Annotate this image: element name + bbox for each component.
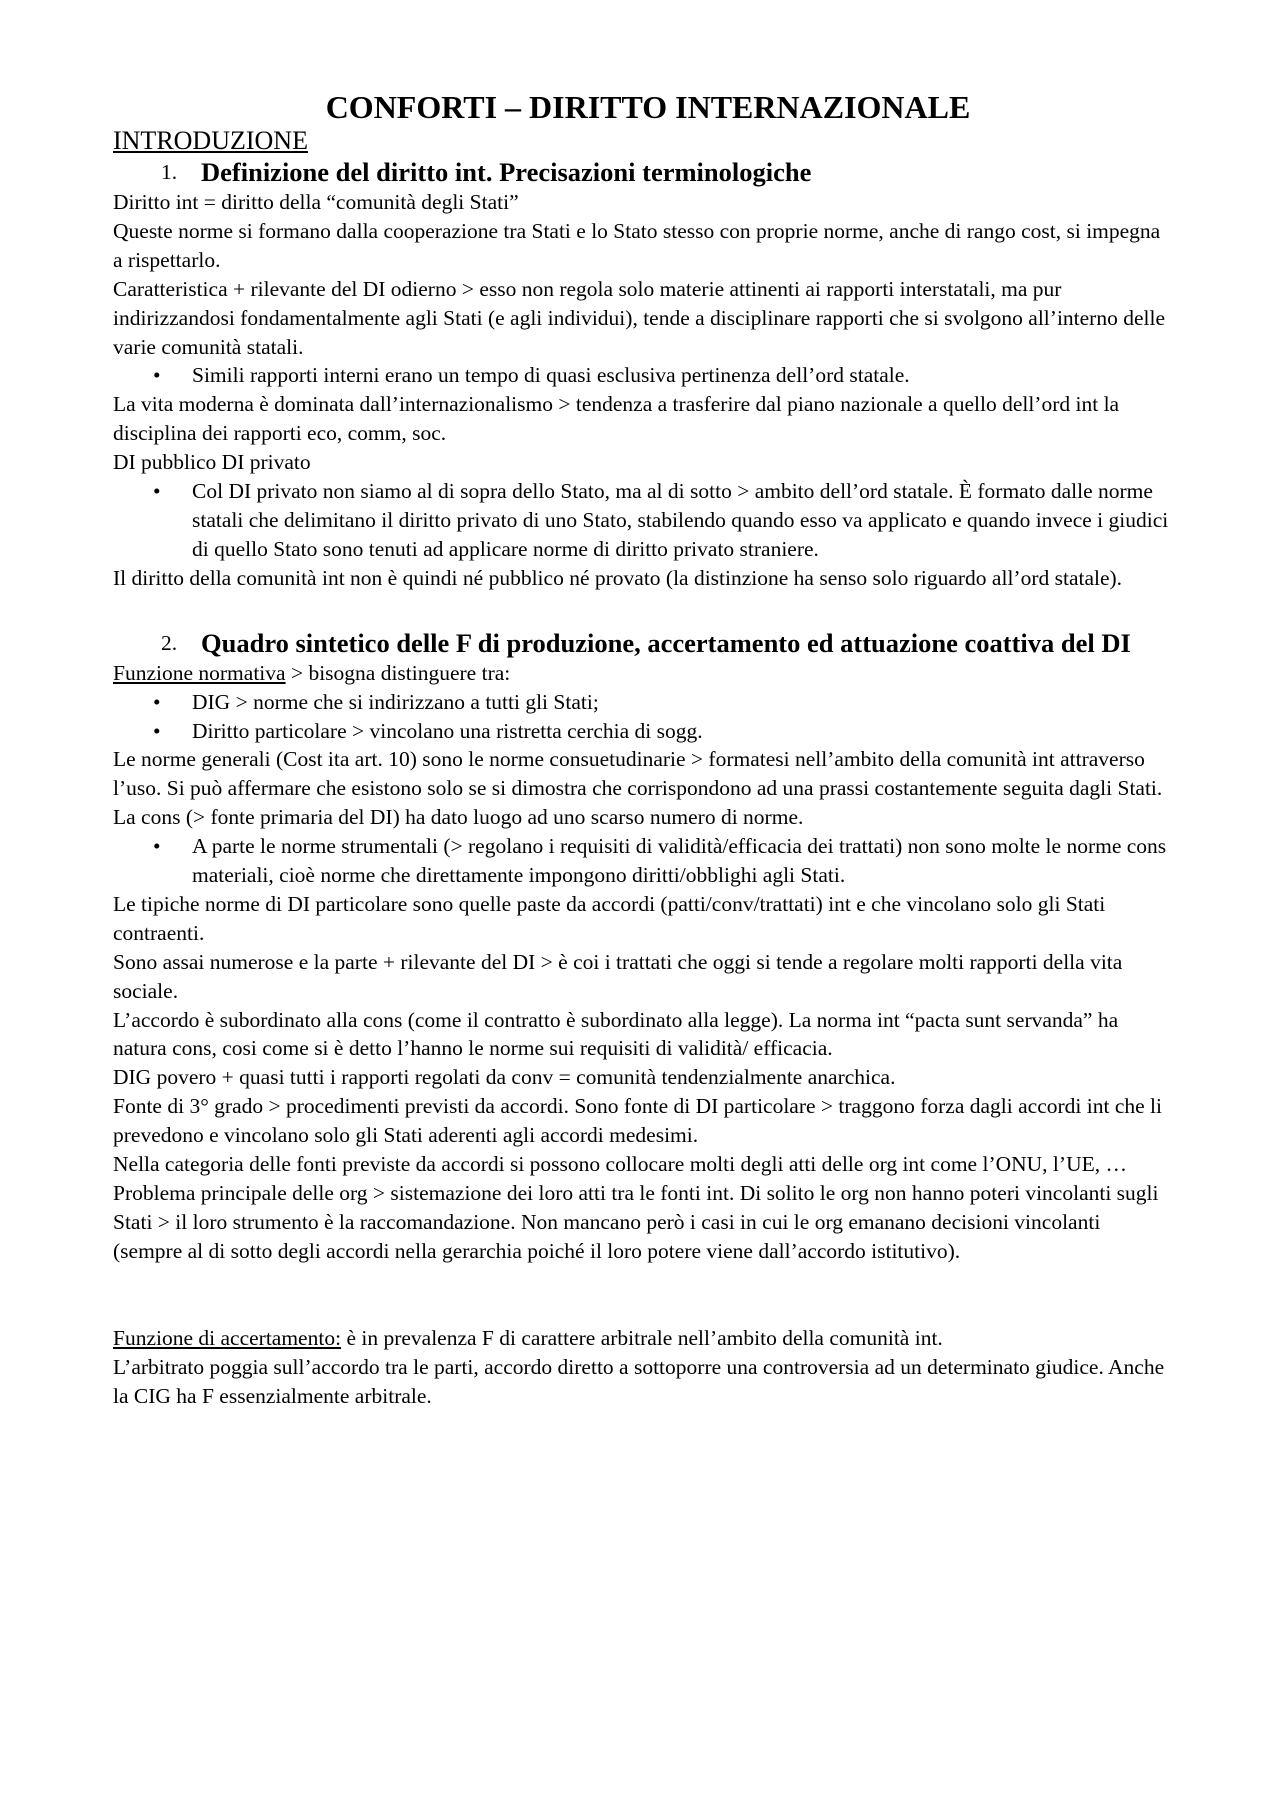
bullet-text: A parte le norme strumentali (> regolano i requisiti di validità/efficacia dei trattati) non sono molte le norme cons materiali, cioè norme che direttamente impongono diritti/obblighi agli Stati. <box>192 834 1167 888</box>
paragraph: La vita moderna è dominata dall’internazionalismo > tendenza a trasferire dal piano nazionale a quello dell’ord int la disciplina dei rapporti eco, comm, soc. <box>113 392 1120 446</box>
bullet-item <box>113 477 1173 564</box>
paragraph: La cons (> fonte primaria del DI) ha dato luogo ad uno scarso numero di norme. <box>113 805 804 830</box>
paragraph: Caratteristica + rilevante del DI odierno > esso non regola solo materie attinenti ai rapporti interstatali, ma pur indirizzandosi fondamentalmente agli Stati (e agli individui), tende a disciplinare rapporti che si svolgono all’interno delle varie comunità statali. <box>113 276 1165 359</box>
bullet-item <box>113 717 1173 746</box>
bullet-text: Col DI privato non siamo al di sopra dello Stato, ma al di sotto > ambito dell’ord statale. È formato dalle norme statali che delimitano il diritto privato di uno Stato, stabilendo quando esso va applicato e quando invece i giudici di quello Stato sono tenuti ad applicare norme di diritto privato straniere. <box>192 479 1169 561</box>
heading-2 <box>113 627 1173 659</box>
blank-space <box>113 1266 1173 1324</box>
heading-1-text: Definizione del diritto int. Precisazioni terminologiche <box>201 157 812 187</box>
paragraph: Sono assai numerose e la parte + rilevante del DI > è coi i trattati che oggi si tende a regolare molti rapporti della vita sociale. <box>113 949 1123 1003</box>
bullet-icon: • <box>153 718 161 743</box>
bullet-item <box>113 361 1173 390</box>
paragraph: Queste norme si formano dalla cooperazione tra Stati e lo Stato stesso con proprie norme, anche di rango cost, si impegna a rispettarlo. <box>113 218 1161 272</box>
paragraph: Fonte di 3° grado > procedimenti previsti da accordi. Sono fonte di DI particolare > traggono forza dagli accordi int che li prevedono e vincolano solo gli Stati aderenti agli accordi medesimi. <box>113 1094 1162 1148</box>
paragraph: Le tipiche norme di DI particolare sono quelle paste da accordi (patti/conv/trattati) int e che vincolano solo gli Stati contraenti. <box>113 891 1106 945</box>
bullet-icon: • <box>153 834 161 859</box>
paragraph: Problema principale delle org > sistemazione dei loro atti tra le fonti int. Di solito le org non hanno poteri vincolanti sugli Stati > il loro strumento è la raccomandazione. Non mancano però i casi in cui le org emanano decisioni vincolanti (sempre al di sotto degli accordi nella gerarchia poiché il loro potere viene dall’accordo istitutivo). <box>113 1181 1159 1263</box>
paragraph: Nella categoria delle fonti previste da accordi si possono collocare molti degli atti delle org int come l’ONU, l’UE, … <box>113 1152 1127 1177</box>
heading-1 <box>113 156 1173 188</box>
heading-1-number: 1. <box>161 160 178 184</box>
paragraph: L’accordo è subordinato alla cons (come il contratto è subordinato alla legge). La norma int “pacta sunt servanda” ha natura cons, cosi come si è detto l’hanno le norme sui requisiti di validità/ efficacia. <box>113 1007 1119 1061</box>
underlined-term: Funzione normativa <box>113 660 286 685</box>
bullet-item <box>113 832 1173 890</box>
paragraph: Le norme generali (Cost ita art. 10) sono le norme consuetudinarie > formatesi nell’ambito della comunità int attraverso l’uso. Si può affermare che esistono solo se si dimostra che corrispondono ad una prassi costantemente seguita dagli Stati. <box>113 747 1163 801</box>
bullet-item <box>113 688 1173 717</box>
bullet-icon: • <box>153 689 161 714</box>
paragraph <box>113 659 1173 688</box>
bullet-text: Diritto particolare > vincolano una ristretta cerchia di sogg. <box>192 718 703 743</box>
paragraph: L’arbitrato poggia sull’accordo tra le parti, accordo diretto a sottoporre una controversia ad un determinato giudice. Anche la CIG ha F essenzialmente arbitrale. <box>113 1354 1165 1408</box>
bullet-text: Simili rapporti interni erano un tempo di quasi esclusiva pertinenza dell’ord statale. <box>192 363 910 388</box>
paragraph: Diritto int = diritto della “comunità degli Stati” <box>113 190 519 214</box>
document-body <box>113 88 1173 1410</box>
bullet-text: DIG > norme che si indirizzano a tutti gli Stati; <box>192 689 599 714</box>
paragraph: DI pubblico DI privato <box>113 450 311 475</box>
bullet-icon: • <box>153 363 161 388</box>
paragraph: DIG povero + quasi tutti i rapporti regolati da conv = comunità tendenzialmente anarchica. <box>113 1065 896 1090</box>
paragraph: Il diritto della comunità int non è quindi né pubblico né provato (la distinzione ha senso solo riguardo all’ord statale). <box>113 565 1123 590</box>
paragraph <box>113 1324 1173 1353</box>
heading-2-number: 2. <box>161 630 178 655</box>
paragraph-text: > bisogna distinguere tra: <box>285 660 511 685</box>
paragraph-text: è in prevalenza F di carattere arbitrale nell’ambito della comunità int. <box>341 1325 943 1350</box>
document-title: CONFORTI – DIRITTO INTERNAZIONALE <box>325 89 971 125</box>
bullet-icon: • <box>153 479 161 504</box>
underlined-term: Funzione di accertamento: <box>113 1325 342 1350</box>
section-label-introduzione: INTRODUZIONE <box>113 126 308 155</box>
heading-2-text: Quadro sintetico delle F di produzione, accertamento ed attuazione coattiva del DI <box>201 627 1131 658</box>
